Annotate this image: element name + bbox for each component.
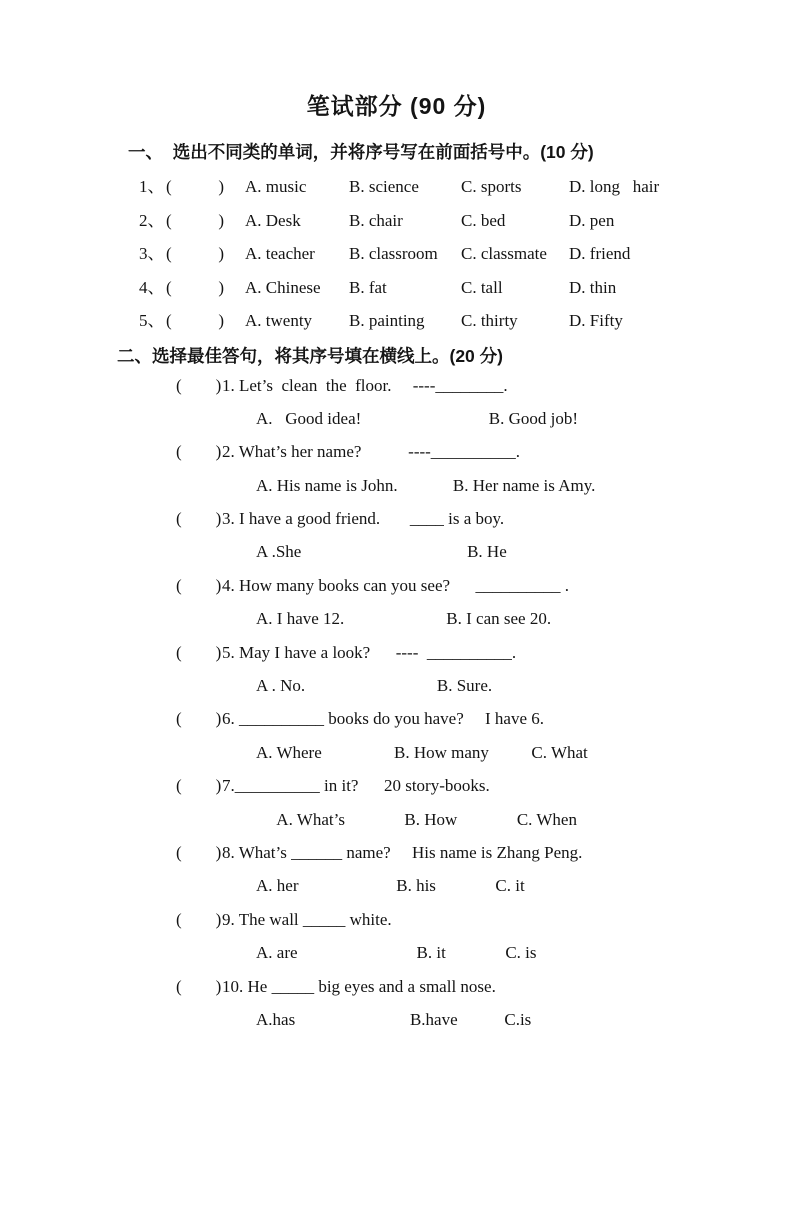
answer-bracket: ( ): [166, 277, 225, 297]
section2-question: [0, 576, 793, 643]
answer-bracket: ( ): [176, 375, 222, 395]
answer-options: A. I have 12. B. I can see 20.: [256, 609, 552, 629]
option-a: A. music: [245, 177, 307, 196]
question-line: [0, 843, 793, 876]
answer-options: A . No. B. Sure.: [256, 676, 493, 696]
answer-bracket: ( ): [176, 909, 222, 929]
answer-bracket: ( ): [166, 244, 225, 263]
question-text: 5. May I have a look? ---- __________.: [222, 642, 517, 662]
question-number: 3、: [139, 244, 165, 263]
answer-options: A. her B. his C. it: [256, 876, 525, 896]
option-a: A. teacher: [245, 244, 315, 263]
answer-bracket: ( ): [176, 509, 222, 529]
answer-bracket: ( ): [166, 311, 225, 330]
answer-options: A. His name is John. B. Her name is Amy.: [256, 475, 596, 495]
question-text: 3. I have a good friend. ____ is a boy.: [222, 509, 505, 529]
question-text: 4. How many books can you see? __________ .: [222, 575, 570, 595]
section1-question-row: [0, 273, 793, 307]
section2-question: [0, 442, 793, 509]
section2-question: [0, 910, 793, 977]
option-c: C. thirty: [461, 311, 518, 330]
test-paper-page: [0, 88, 793, 1043]
question-line: [0, 442, 793, 475]
question-line: [0, 376, 793, 409]
section2-heading: 二、选择最佳答句，将其序号填在横线上。(20 分): [117, 345, 503, 366]
answer-options: A .She B. He: [256, 542, 507, 562]
section2-question-list: [0, 376, 793, 1044]
question-number: 1、: [139, 177, 165, 196]
question-line: [0, 709, 793, 742]
answer-bracket: ( ): [176, 709, 222, 729]
question-text: 8. What’s ______ name? His name is Zhang Peng.: [222, 842, 583, 862]
question-line: [0, 576, 793, 609]
section1-heading: 一、 选出不同类的单词，并将序号写在前面括号中。(10 分): [128, 142, 594, 162]
section2-question: [0, 643, 793, 710]
question-text: 2. What’s her name? ----__________.: [222, 442, 521, 462]
option-d: D. long hair: [569, 177, 660, 196]
question-line: [0, 509, 793, 542]
option-b: B. fat: [349, 277, 387, 297]
option-a: A. Chinese: [245, 277, 321, 297]
option-c: C. classmate: [461, 244, 547, 263]
option-b: B. painting: [349, 311, 425, 330]
section2-question: [0, 376, 793, 443]
option-b: B. chair: [349, 210, 403, 230]
question-line: [0, 643, 793, 676]
answer-options: A.has B.have C.is: [256, 1009, 532, 1029]
question-line: [0, 776, 793, 809]
answer-bracket: ( ): [166, 177, 225, 196]
option-a: A. Desk: [245, 210, 301, 230]
answer-options: A. What’s B. How C. When: [256, 809, 577, 829]
answer-bracket: ( ): [176, 842, 222, 862]
answer-bracket: ( ): [166, 210, 225, 230]
answer-bracket: ( ): [176, 575, 222, 595]
option-d: D. Fifty: [569, 311, 623, 330]
question-text: 6. __________ books do you have? I have 6.: [222, 709, 545, 729]
answer-options: A. are B. it C. is: [256, 943, 537, 963]
option-a: A. twenty: [245, 311, 313, 330]
section1-question-row: [0, 239, 793, 273]
answer-bracket: ( ): [176, 442, 222, 462]
section1-question-row: [0, 172, 793, 206]
answer-bracket: ( ): [176, 976, 222, 996]
answer-options: A. Good idea! B. Good job!: [256, 408, 579, 428]
section2-question: [0, 977, 793, 1044]
section2-question: [0, 843, 793, 910]
section1-question-list: [0, 172, 793, 340]
option-d: D. friend: [569, 244, 631, 263]
question-line: [0, 977, 793, 1010]
answer-bracket: ( ): [176, 642, 222, 662]
section1-question-row: [0, 306, 793, 340]
page-title: 笔试部分 (90 分): [306, 93, 487, 119]
question-line: [0, 910, 793, 943]
option-c: C. tall: [461, 277, 503, 297]
section1-question-row: [0, 206, 793, 240]
option-c: C. sports: [461, 177, 522, 196]
answer-options: A. Where B. How many C. What: [256, 742, 588, 762]
option-b: B. classroom: [349, 244, 438, 263]
question-text: 9. The wall _____ white.: [222, 909, 392, 929]
option-d: D. thin: [569, 277, 617, 297]
section2-question: [0, 509, 793, 576]
section2-question: [0, 776, 793, 843]
answer-bracket: ( ): [176, 776, 222, 796]
question-text: 1. Let’s clean the floor. ----________.: [222, 375, 508, 395]
question-text: 7.__________ in it? 20 story-books.: [222, 776, 490, 796]
question-number: 5、: [139, 311, 165, 330]
option-c: C. bed: [461, 210, 506, 230]
question-number: 4、: [139, 277, 165, 297]
section2-question: [0, 709, 793, 776]
option-b: B. science: [349, 177, 419, 196]
question-text: 10. He _____ big eyes and a small nose.: [222, 976, 496, 996]
question-number: 2、: [139, 210, 165, 230]
option-d: D. pen: [569, 210, 615, 230]
